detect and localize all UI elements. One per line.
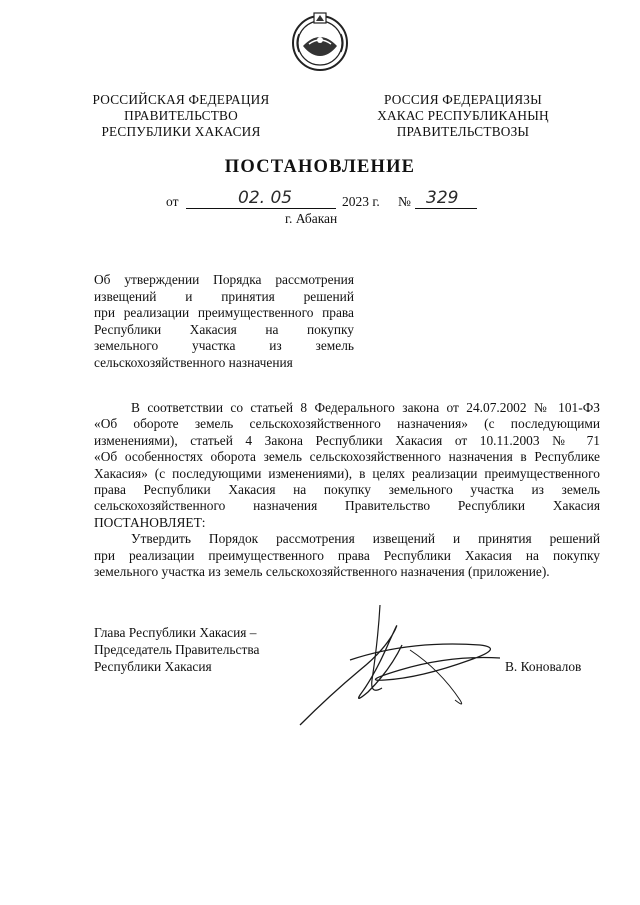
signatory-position	[94, 625, 259, 675]
header-right-line: РОССИЯ ФЕДЕРАЦИЯЗЫ	[384, 92, 542, 107]
subject-line: при реализации преимущественного права	[94, 305, 354, 320]
header-left-line: РЕСПУБЛИКИ ХАКАСИЯ	[101, 123, 261, 139]
number-sign: №	[398, 194, 411, 209]
handwritten-signature-icon	[290, 600, 520, 730]
coat-of-arms-emblem-icon	[289, 10, 351, 72]
date-handwritten: 02. 05	[238, 188, 293, 208]
position-line: Республики Хакасия	[94, 658, 212, 674]
document-body	[94, 400, 600, 580]
header-right-line: ПРАВИТЕЛЬСТВОЗЫ	[396, 123, 530, 139]
body-line-decree: ПОСТАНОВЛЯЕТ:	[94, 514, 206, 530]
document-title: ПОСТАНОВЛЕНИЕ	[224, 157, 416, 177]
number-underline	[415, 208, 477, 209]
header-left-block	[86, 92, 276, 139]
subject-line: Об утверждении Порядка рассмотрения	[94, 272, 354, 287]
subject-line: земельного участка из земель	[94, 338, 354, 353]
subject-line: сельскохозяйственного назначения	[94, 354, 293, 370]
body-line: «Об особенностях оборота земель сельскохозяйственного назначения в Республике	[94, 449, 600, 465]
city-label: г. Абакан	[285, 211, 338, 226]
year-label: 2023 г.	[342, 194, 380, 209]
body-line: Утвердить Порядок рассмотрения извещений и принятия решений	[131, 531, 600, 547]
header-right-line: ХАКАС РЕСПУБЛИКАНЫҢ	[377, 107, 549, 123]
date-underline	[186, 208, 336, 209]
position-line: Председатель Правительства	[94, 641, 260, 657]
position-line: Глава Республики Хакасия –	[94, 625, 257, 640]
body-line: В соответствии со статьей 8 Федерального закона от 24.07.2002 № 101-ФЗ	[131, 400, 600, 415]
document-subject	[94, 272, 354, 371]
subject-line: Республики Хакасия на покупку	[94, 321, 354, 337]
signatory-name: В. Коновалов	[505, 659, 582, 674]
body-line: права Республики Хакасия на покупку земельного участка из земель	[94, 482, 600, 498]
body-line: Хакасия» (с последующими изменениями), в целях реализации преимущественного	[94, 465, 600, 481]
subject-line: извещений и принятия решений	[94, 288, 354, 304]
body-line: «Об обороте земель сельскохозяйственного назначения» (с последующими	[94, 416, 600, 432]
body-line: изменениями), статьей 4 Закона Республики Хакасия от 10.11.2003 № 71	[94, 432, 600, 448]
body-line: при реализации преимущественного права Республики Хакасия на покупку	[94, 547, 600, 563]
header-left-line: ПРАВИТЕЛЬСТВО	[124, 107, 238, 123]
header-left-line: РОССИЙСКАЯ ФЕДЕРАЦИЯ	[92, 92, 270, 107]
body-line: сельскохозяйственного назначения Правительство Республики Хакасия	[94, 498, 600, 514]
date-prefix: от	[166, 194, 179, 209]
body-line: земельного участка из земель сельскохозяйственного назначения (приложение).	[94, 564, 550, 580]
number-handwritten: 329	[426, 188, 459, 208]
header-right-block	[368, 92, 558, 139]
